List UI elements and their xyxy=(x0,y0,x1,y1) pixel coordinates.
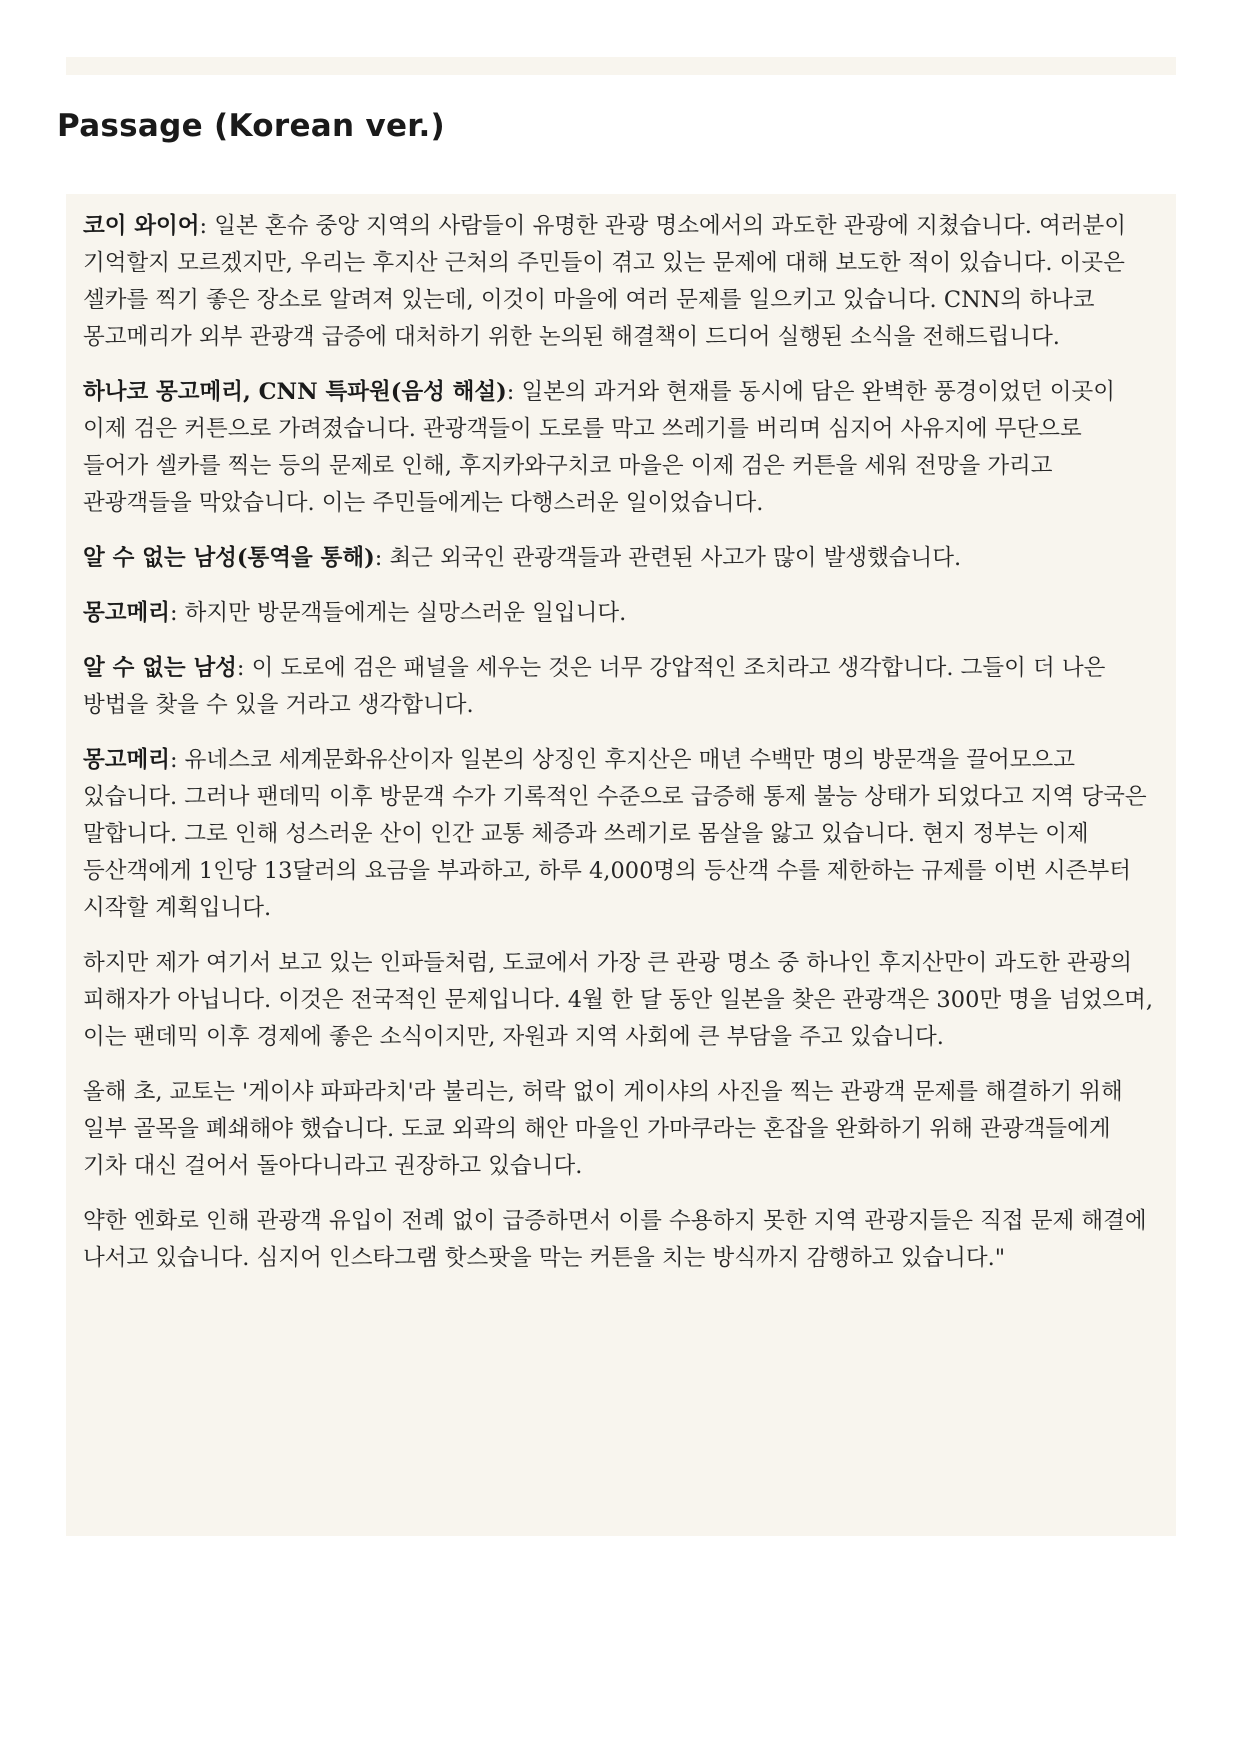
speaker-label: 알 수 없는 남성 xyxy=(83,655,237,681)
paragraph-4 xyxy=(83,595,1154,632)
paragraph-1 xyxy=(83,208,1154,356)
paragraph-text: 약한 엔화로 인해 관광객 유입이 전례 없이 급증하면서 이를 수용하지 못한 지역 관광지들은 직접 문제 해결에 나서고 있습니다. 심지어 인스타그램 핫스팟을 막는 커튼을 치는 방식까지 감행하고 있습니다." xyxy=(83,1208,1147,1271)
paragraph-5 xyxy=(83,650,1154,724)
paragraph-text: : 이 도로에 검은 패널을 세우는 것은 너무 강압적인 조치라고 생각합니다. 그들이 더 나은 방법을 찾을 수 있을 거라고 생각합니다. xyxy=(83,655,1106,718)
paragraph-text: : 일본의 과거와 현재를 동시에 담은 완벽한 풍경이었던 이곳이 이제 검은 커튼으로 가려졌습니다. 관광객들이 도로를 막고 쓰레기를 버리며 심지어 사유지에 무단으로 들어가 셀카를 찍는 등의 문제로 인해, 후지카와구치코 마을은 이제 검은 커튼을 세워 전망을 가리고 관광객들을 막았습니다. 이는 주민들에게는 다행스러운 일이었습니다. xyxy=(83,379,1115,516)
speaker-label: 하나코 몽고메리, CNN 특파원(음성 해설) xyxy=(83,379,507,405)
speaker-label: 코이 와이어 xyxy=(83,213,200,239)
header-strip xyxy=(66,57,1176,75)
paragraph-text: : 최근 외국인 관광객들과 관련된 사고가 많이 발생했습니다. xyxy=(374,545,962,571)
paragraph-text: 올해 초, 교토는 '게이샤 파파라치'라 불리는, 허락 없이 게이샤의 사진을 찍는 관광객 문제를 해결하기 위해 일부 골목을 폐쇄해야 했습니다. 도쿄 외곽의 해안 마을인 가마쿠라는 혼잡을 완화하기 위해 관광객들에게 기차 대신 걸어서 돌아다니라고 권장하고 있습니다. xyxy=(83,1079,1123,1179)
paragraph-2 xyxy=(83,374,1154,522)
paragraph-7 xyxy=(83,945,1154,1056)
paragraph-text: : 하지만 방문객들에게는 실망스러운 일입니다. xyxy=(169,600,627,626)
passage-box xyxy=(66,194,1176,1536)
paragraph-9 xyxy=(83,1203,1154,1277)
paragraph-text: : 유네스코 세계문화유산이자 일본의 상징인 후지산은 매년 수백만 명의 방문객을 끌어모으고 있습니다. 그러나 팬데믹 이후 방문객 수가 기록적인 수준으로 급증해 통제 불능 상태가 되었다고 지역 당국은 말합니다. 그로 인해 성스러운 산이 인간 교통 체증과 쓰레기로 몸살을 앓고 있습니다. 현지 정부는 이제 등산객에게 1인당 13달러의 요금을 부과하고, 하루 4,000명의 등산객 수를 제한하는 규제를 이번 시즌부터 시작할 계획입니다. xyxy=(83,747,1147,921)
page-title: Passage (Korean ver.) xyxy=(57,108,446,144)
paragraph-text: 하지만 제가 여기서 보고 있는 인파들처럼, 도쿄에서 가장 큰 관광 명소 중 하나인 후지산만이 과도한 관광의 피해자가 아닙니다. 이것은 전국적인 문제입니다. 4월 한 달 동안 일본을 찾은 관광객은 300만 명을 넘었으며, 이는 팬데믹 이후 경제에 좋은 소식이지만, 자원과 지역 사회에 큰 부담을 주고 있습니다. xyxy=(83,950,1153,1050)
speaker-label: 알 수 없는 남성(통역을 통해) xyxy=(83,545,375,571)
paragraph-6 xyxy=(83,742,1154,927)
paragraph-8 xyxy=(83,1074,1154,1185)
speaker-label: 몽고메리 xyxy=(83,747,170,773)
paragraph-text: : 일본 혼슈 중앙 지역의 사람들이 유명한 관광 명소에서의 과도한 관광에 지쳤습니다. 여러분이 기억할지 모르겠지만, 우리는 후지산 근처의 주민들이 겪고 있는 문제에 대해 보도한 적이 있습니다. 이곳은 셀카를 찍기 좋은 장소로 알려져 있는데, 이것이 마을에 여러 문제를 일으키고 있습니다. CNN의 하나코 몽고메리가 외부 관광객 급증에 대처하기 위한 논의된 해결책이 드디어 실행된 소식을 전해드립니다. xyxy=(83,213,1127,350)
speaker-label: 몽고메리 xyxy=(83,600,170,626)
paragraph-3 xyxy=(83,540,1154,577)
